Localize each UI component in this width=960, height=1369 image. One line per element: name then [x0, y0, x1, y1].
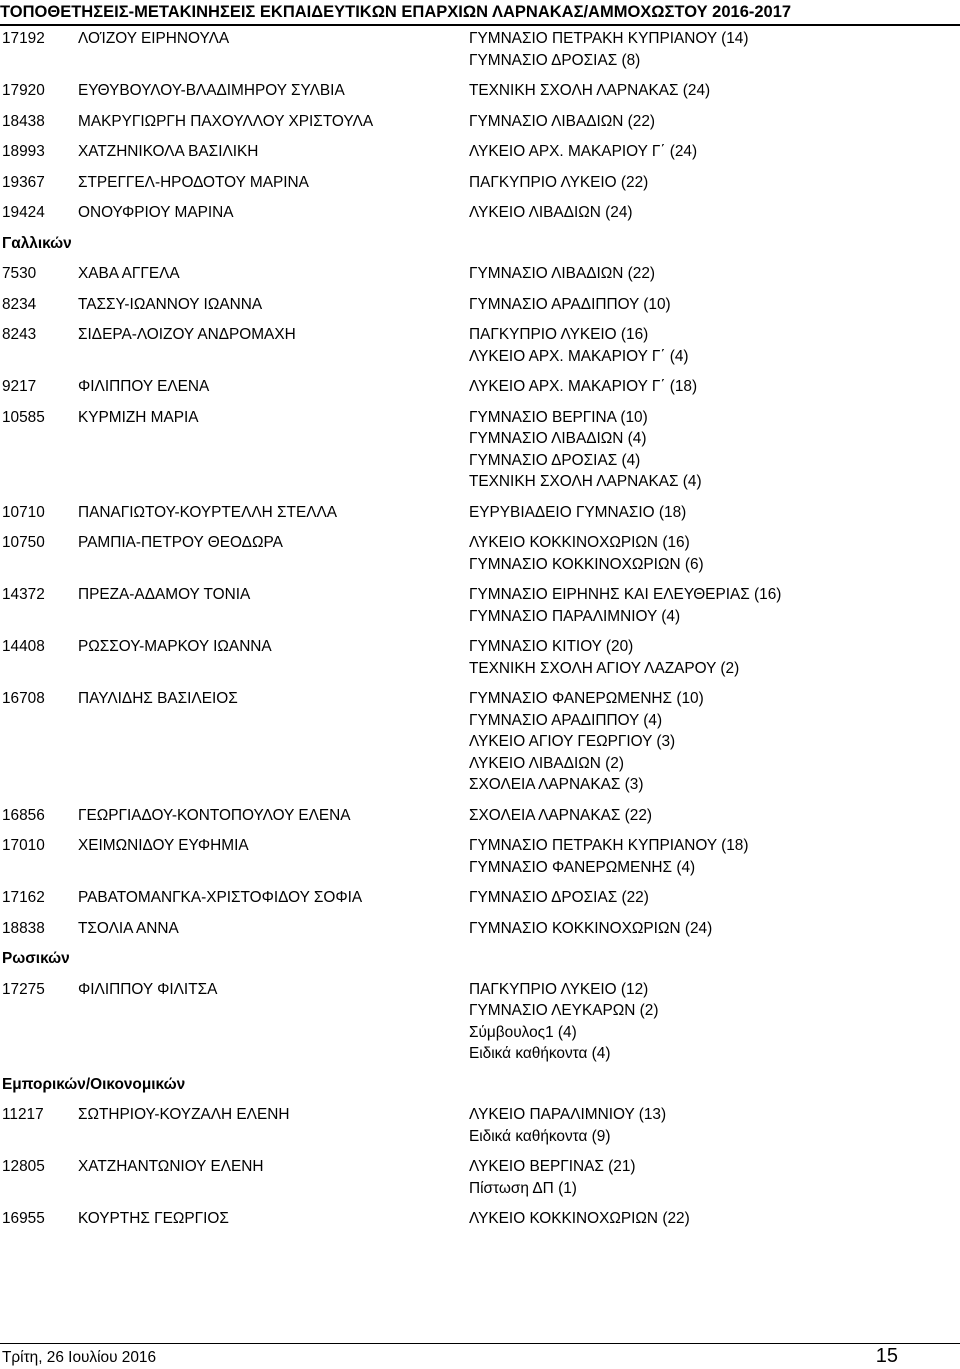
school-assignment: Σύμβουλος1 (4)	[469, 1023, 577, 1041]
footer-rule	[0, 1343, 960, 1344]
school-assignments	[469, 835, 748, 878]
teacher-name: ΡΑΜΠΙΑ-ΠΕΤΡΟΥ ΘΕΟΔΩΡΑ	[78, 534, 283, 551]
school-assignment: ΓΥΜΝΑΣΙΟ ΚΟΚΚΙΝΟΧΩΡΙΩΝ (24)	[469, 919, 713, 937]
teacher-row	[0, 28, 960, 71]
school-assignments	[469, 887, 649, 909]
section-heading: Εμπορικών/Οικονομικών	[2, 1075, 186, 1093]
teacher-name: ΟΝΟΥΦΡΙΟΥ ΜΑΡΙΝΑ	[78, 204, 234, 221]
school-assignments	[469, 407, 702, 493]
teacher-row	[0, 636, 960, 679]
school-assignments	[469, 28, 748, 71]
teacher-row	[0, 80, 960, 102]
school-assignment: ΓΥΜΝΑΣΙΟ ΛΙΒΑΔΙΩΝ (22)	[469, 112, 656, 130]
school-assignment: ΓΥΜΝΑΣΙΟ ΠΕΤΡΑΚΗ ΚΥΠΡΙΑΝΟΥ (14)	[469, 30, 749, 47]
teacher-row	[0, 979, 960, 1065]
school-assignment: ΛΥΚΕΙΟ ΑΡΧ. ΜΑΚΑΡΙΟΥ Γ΄ (4)	[469, 347, 689, 365]
school-assignment: ΤΕΧΝΙΚΗ ΣΧΟΛΗ ΑΓΙΟΥ ΛΑΖΑΡΟΥ (2)	[469, 659, 740, 677]
teacher-row	[0, 1156, 960, 1199]
teacher-code: 17275	[2, 980, 45, 998]
teacher-code: 14408	[2, 638, 45, 655]
teacher-code: 18993	[2, 143, 45, 160]
school-assignment: ΛΥΚΕΙΟ ΚΟΚΚΙΝΟΧΩΡΙΩΝ (22)	[469, 1210, 690, 1227]
teacher-code: 19424	[2, 204, 45, 221]
school-assignments	[469, 294, 671, 316]
school-assignment: ΛΥΚΕΙΟ ΛΙΒΑΔΙΩΝ (24)	[469, 204, 633, 221]
teacher-row	[0, 688, 960, 796]
teacher-name: ΤΑΣΣΥ-ΙΩΑΝΝΟΥ ΙΩΑΝΝΑ	[78, 295, 263, 313]
teacher-row	[0, 835, 960, 878]
school-assignment: ΠΑΓΚΥΠΡΙΟ ΛΥΚΕΙΟ (12)	[469, 980, 649, 998]
teacher-code: 7530	[2, 265, 37, 282]
school-assignment: ΓΥΜΝΑΣΙΟ ΠΕΤΡΑΚΗ ΚΥΠΡΙΑΝΟΥ (18)	[469, 837, 749, 854]
teacher-name: ΣΤΡΕΓΓΕΛ-ΗΡΟΔΟΤΟΥ ΜΑΡΙΝΑ	[78, 173, 309, 191]
school-assignments	[469, 80, 710, 102]
teacher-row	[0, 584, 960, 627]
teacher-row	[0, 502, 960, 524]
teacher-code: 19367	[2, 173, 45, 191]
school-assignment: Ειδικά καθήκοντα (9)	[469, 1127, 611, 1145]
teacher-row	[0, 1104, 960, 1147]
placement-list	[0, 28, 960, 1239]
teacher-name: ΦΙΛΙΠΠΟΥ ΕΛΕΝΑ	[78, 378, 210, 395]
teacher-code: 18438	[2, 112, 45, 130]
teacher-name: ΚΥΡΜΙΖΗ ΜΑΡΙΑ	[78, 408, 199, 426]
school-assignments	[469, 1208, 690, 1230]
school-assignment: ΓΥΜΝΑΣΙΟ ΔΡΟΣΙΑΣ (22)	[469, 889, 649, 906]
school-assignment: Πίστωση ΔΠ (1)	[469, 1179, 577, 1197]
teacher-code: 9217	[2, 378, 37, 395]
section-heading: Ρωσικών	[2, 950, 70, 967]
teacher-name: ΧΑΒΑ ΑΓΓΕΛΑ	[78, 265, 180, 282]
teacher-row	[0, 407, 960, 493]
school-assignment: ΓΥΜΝΑΣΙΟ ΦΑΝΕΡΩΜΕΝΗΣ (4)	[469, 858, 696, 876]
teacher-code: 17010	[2, 837, 45, 854]
teacher-code: 17192	[2, 30, 45, 47]
teacher-name: ΛΟΊΖΟΥ ΕΙΡΗΝΟΥΛΑ	[78, 30, 230, 47]
school-assignment: ΛΥΚΕΙΟ ΒΕΡΓΙΝΑΣ (21)	[469, 1158, 636, 1175]
school-assignment: ΓΥΜΝΑΣΙΟ ΕΙΡΗΝΗΣ ΚΑΙ ΕΛΕΥΘΕΡΙΑΣ (16)	[469, 586, 782, 603]
footer-date: Τρίτη, 26 Ιουλίου 2016	[2, 1349, 157, 1366]
teacher-name: ΕΥΘΥΒΟΥΛΟΥ-ΒΛΑΔΙΜΗΡΟΥ ΣΥΛΒΙΑ	[78, 82, 345, 99]
school-assignment: ΓΥΜΝΑΣΙΟ ΔΡΟΣΙΑΣ (8)	[469, 51, 641, 69]
teacher-name: ΧΕΙΜΩΝΙΔΟΥ ΕΥΦΗΜΙΑ	[78, 837, 249, 854]
teacher-code: 10710	[2, 503, 45, 521]
teacher-code: 10750	[2, 534, 45, 551]
teacher-name: ΡΑΒΑΤΟΜΑΝΓΚΑ-ΧΡΙΣΤΟΦΙΔΟΥ ΣΟΦΙΑ	[78, 889, 363, 906]
school-assignment: ΓΥΜΝΑΣΙΟ ΚΙΤΙΟΥ (20)	[469, 638, 634, 655]
school-assignments	[469, 172, 648, 194]
teacher-row	[0, 887, 960, 909]
school-assignment: ΤΕΧΝΙΚΗ ΣΧΟΛΗ ΛΑΡΝΑΚΑΣ (24)	[469, 82, 711, 99]
teacher-row	[0, 172, 960, 194]
school-assignment: ΓΥΜΝΑΣΙΟ ΑΡΑΔΙΠΠΟΥ (10)	[469, 295, 671, 313]
teacher-row	[0, 202, 960, 224]
teacher-name: ΜΑΚΡΥΓΙΩΡΓΗ ΠΑΧΟΥΛΛΟΥ ΧΡΙΣΤΟΥΛΑ	[78, 112, 374, 130]
school-assignments	[469, 979, 658, 1065]
teacher-row	[0, 263, 960, 285]
teacher-row	[0, 918, 960, 940]
school-assignment: ΓΥΜΝΑΣΙΟ ΒΕΡΓΙΝΑ (10)	[469, 408, 648, 426]
section-heading: Γαλλικών	[2, 234, 72, 252]
teacher-row	[0, 1208, 960, 1230]
teacher-code: 11217	[2, 1106, 44, 1123]
teacher-row	[0, 324, 960, 367]
teacher-name: ΦΙΛΙΠΠΟΥ ΦΙΛΙΤΣΑ	[78, 980, 218, 998]
school-assignment: ΛΥΚΕΙΟ ΑΡΧ. ΜΑΚΑΡΙΟΥ Γ΄ (24)	[469, 143, 698, 160]
school-assignments	[469, 202, 633, 224]
teacher-name: ΠΑΝΑΓΙΩΤΟΥ-ΚΟΥΡΤΕΛΛΗ ΣΤΕΛΛΑ	[78, 503, 338, 521]
school-assignment: ΛΥΚΕΙΟ ΑΡΧ. ΜΑΚΑΡΙΟΥ Γ΄ (18)	[469, 378, 698, 395]
school-assignments	[469, 805, 652, 827]
school-assignments	[469, 918, 712, 940]
teacher-name: ΤΣΟΛΙΑ ΑΝΝΑ	[78, 919, 179, 937]
teacher-code: 14372	[2, 586, 45, 603]
school-assignments	[469, 636, 739, 679]
teacher-code: 16856	[2, 806, 45, 824]
teacher-code: 16955	[2, 1210, 45, 1227]
school-assignment: ΣΧΟΛΕΙΑ ΛΑΡΝΑΚΑΣ (3)	[469, 776, 644, 793]
school-assignments	[469, 688, 704, 796]
school-assignment: ΛΥΚΕΙΟ ΑΓΙΟΥ ΓΕΩΡΓΙΟΥ (3)	[469, 733, 676, 750]
school-assignments	[469, 111, 655, 133]
teacher-name: ΣΩΤΗΡΙΟΥ-ΚΟΥΖΑΛΗ ΕΛΕΝΗ	[78, 1106, 290, 1123]
school-assignment: ΠΑΓΚΥΠΡΙΟ ΛΥΚΕΙΟ (22)	[469, 173, 649, 191]
teacher-row	[0, 532, 960, 575]
teacher-code: 10585	[2, 408, 45, 426]
school-assignments	[469, 376, 697, 398]
teacher-row	[0, 376, 960, 398]
teacher-code: 16708	[2, 690, 45, 707]
teacher-row	[0, 111, 960, 133]
school-assignment: ΓΥΜΝΑΣΙΟ ΚΟΚΚΙΝΟΧΩΡΙΩΝ (6)	[469, 555, 704, 573]
school-assignments	[469, 263, 655, 285]
school-assignment: ΠΑΓΚΥΠΡΙΟ ΛΥΚΕΙΟ (16)	[469, 326, 649, 343]
school-assignment: ΓΥΜΝΑΣΙΟ ΛΕΥΚΑΡΩΝ (2)	[469, 1002, 659, 1019]
school-assignment: ΛΥΚΕΙΟ ΠΑΡΑΛΙΜΝΙΟΥ (13)	[469, 1106, 667, 1123]
teacher-code: 17162	[2, 889, 45, 906]
document-title: ΤΟΠΟΘΕΤΗΣΕΙΣ-ΜΕΤΑΚΙΝΗΣΕΙΣ ΕΚΠΑΙΔΕΥΤΙΚΩΝ ΕΠΑΡΧΙΩΝ ΛΑΡΝΑΚΑΣ/ΑΜΜΟΧΩΣΤΟΥ 2016-2017	[0, 3, 792, 21]
teacher-name: ΧΑΤΖΗΑΝΤΩΝΙΟΥ ΕΛΕΝΗ	[78, 1158, 264, 1175]
teacher-row	[0, 294, 960, 316]
school-assignment: ΕΥΡΥΒΙΑΔΕΙΟ ΓΥΜΝΑΣΙΟ (18)	[469, 503, 687, 521]
teacher-name: ΡΩΣΣΟΥ-ΜΑΡΚΟΥ ΙΩΑΝΝΑ	[78, 638, 272, 655]
teacher-code: 8234	[2, 295, 37, 313]
school-assignment: ΣΧΟΛΕΙΑ ΛΑΡΝΑΚΑΣ (22)	[469, 806, 653, 824]
teacher-row	[0, 141, 960, 163]
teacher-name: ΣΙΔΕΡΑ-ΛΟΙΖΟΥ ΑΝΔΡΟΜΑΧΗ	[78, 326, 296, 343]
school-assignment: ΓΥΜΝΑΣΙΟ ΑΡΑΔΙΠΠΟΥ (4)	[469, 711, 663, 729]
school-assignment: ΛΥΚΕΙΟ ΚΟΚΚΙΝΟΧΩΡΙΩΝ (16)	[469, 534, 690, 551]
school-assignments	[469, 324, 689, 367]
school-assignments	[469, 1104, 666, 1147]
school-assignment: ΓΥΜΝΑΣΙΟ ΛΙΒΑΔΙΩΝ (4)	[469, 430, 647, 447]
teacher-name: ΠΑΥΛΙΔΗΣ ΒΑΣΙΛΕΙΟΣ	[78, 690, 238, 707]
teacher-code: 12805	[2, 1158, 45, 1175]
teacher-name: ΧΑΤΖΗΝΙΚΟΛΑ ΒΑΣΙΛΙΚΗ	[78, 143, 259, 160]
teacher-code: 17920	[2, 82, 45, 99]
school-assignments	[469, 584, 781, 627]
teacher-code: 18838	[2, 919, 45, 937]
school-assignments	[469, 1156, 636, 1199]
teacher-name: ΠΡΕΖΑ-ΑΔΑΜΟΥ ΤΟΝΙΑ	[78, 586, 251, 603]
teacher-name: ΚΟΥΡΤΗΣ ΓΕΩΡΓΙΟΣ	[78, 1210, 229, 1227]
school-assignments	[469, 141, 697, 163]
school-assignment: ΤΕΧΝΙΚΗ ΣΧΟΛΗ ΛΑΡΝΑΚΑΣ (4)	[469, 473, 702, 490]
school-assignment: ΓΥΜΝΑΣΙΟ ΔΡΟΣΙΑΣ (4)	[469, 451, 641, 469]
school-assignment: ΓΥΜΝΑΣΙΟ ΦΑΝΕΡΩΜΕΝΗΣ (10)	[469, 690, 704, 707]
school-assignment: ΓΥΜΝΑΣΙΟ ΠΑΡΑΛΙΜΝΙΟΥ (4)	[469, 607, 681, 625]
teacher-name: ΓΕΩΡΓΙΑΔΟΥ-ΚΟΝΤΟΠΟΥΛΟΥ ΕΛΕΝΑ	[78, 806, 351, 824]
school-assignments	[469, 532, 704, 575]
school-assignments	[469, 502, 686, 524]
teacher-row	[0, 805, 960, 827]
school-assignment: ΛΥΚΕΙΟ ΛΙΒΑΔΙΩΝ (2)	[469, 754, 624, 772]
page-number: 15	[875, 1345, 898, 1367]
school-assignment: Ειδικά καθήκοντα (4)	[469, 1045, 611, 1062]
teacher-code: 8243	[2, 326, 37, 343]
school-assignment: ΓΥΜΝΑΣΙΟ ΛΙΒΑΔΙΩΝ (22)	[469, 265, 656, 282]
header-rule	[0, 24, 960, 26]
